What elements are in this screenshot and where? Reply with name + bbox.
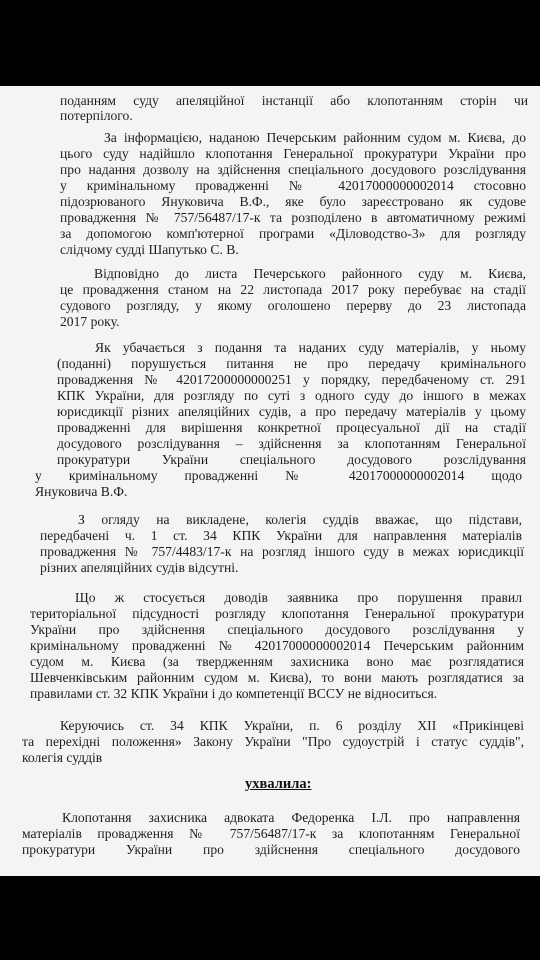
- text-line: юрисдикції різних апеляційних судів, а про передачу матеріалів у цьому: [57, 404, 526, 419]
- text-line: судом м. Києва (за твердженням захисника воно має розглядатися: [30, 654, 524, 669]
- text-line: у кримінальному провадженні № 42017000000002014 стосовно: [60, 178, 526, 193]
- text-line: про надання дозволу на здійснення спеціального досудового розслідування: [60, 162, 526, 177]
- text-line: за допомогою комп'ютерної програми «Діловодство-3» для розгляду: [60, 226, 526, 241]
- text-line: досудового розслідування – здійснення за клопотанням Генеральної: [57, 436, 526, 451]
- text-line: України про здійснення спеціального досудового розслідування у: [30, 622, 524, 637]
- text-line: провадженні для вирішення конкретної процесуальної дії на стадії: [57, 420, 526, 435]
- text-line: КПК України, для розгляду по суті з одного суду до іншого в межах: [57, 388, 526, 403]
- text-line: та перехідні положення» Закону України "Про судоустрій і статус суддів",: [22, 734, 524, 749]
- text-line: Януковича В.Ф.: [35, 484, 128, 499]
- text-line: слідчому судді Шапутько С. В.: [60, 242, 239, 257]
- text-line: 2017 року.: [60, 314, 120, 329]
- text-line: передбачені ч. 1 ст. 34 КПК України для направлення матеріалів: [40, 528, 522, 543]
- text-line: За інформацією, наданою Печерським районним судом м. Києва, до: [104, 130, 526, 145]
- text-line: поданням суду апеляційної інстанції або клопотанням сторін чи: [60, 93, 528, 108]
- resolution-heading: ухвалила:: [245, 776, 312, 792]
- text-line: колегія суддів: [22, 750, 103, 765]
- text-line: Клопотання захисника адвоката Федоренка І.Л. про направлення: [62, 810, 520, 825]
- text-line: Як убачається з подання та наданих суду матеріалів, у ньому: [95, 340, 526, 355]
- text-line: підозрюваного Януковича В.Ф., яке було зареєстровано як судове: [60, 194, 526, 209]
- text-line: Керуючись ст. 34 КПК України, п. 6 розділу XII «Прикінцеві: [60, 718, 524, 733]
- text-line: Шевченківським районним судом м. Києва), то вони мають розглядатися за: [30, 670, 524, 685]
- text-line: територіальної підсудності розгляду клопотання Генеральної прокуратури: [30, 606, 524, 621]
- text-line: З огляду на викладене, колегія суддів вважає, що підстави,: [78, 512, 522, 527]
- text-line: матеріалів провадження № 757/56487/17-к за клопотанням Генеральної: [22, 826, 520, 841]
- document-page: [0, 86, 540, 876]
- text-line: провадження № 757/4483/17-к на розгляд іншого суду в межах юрисдикції: [40, 544, 524, 559]
- text-line: у кримінальному провадженні № 42017000000002014 щодо: [35, 468, 522, 483]
- text-line: (поданні) порушується питання не про передачу кримінального: [57, 356, 526, 371]
- text-line: цього суду надійшло клопотання Генеральної прокуратури України про: [60, 146, 526, 161]
- text-line: судового розгляду, у якому оголошено перерву до 23 листопада: [60, 298, 526, 313]
- text-line: Що ж стосується доводів заявника про порушення правил: [75, 590, 522, 605]
- text-line: кримінальному провадженні № 42017000000002014 Печерським районним: [30, 638, 524, 653]
- text-line: правилами ст. 32 КПК України і до компетенції ВССУ не відноситься.: [30, 686, 438, 701]
- text-line: різних апеляційних судів відсутні.: [40, 560, 239, 575]
- text-line: потерпілого.: [60, 108, 133, 123]
- text-line: провадження № 42017200000000251 у порядку, передбаченому ст. 291: [57, 372, 526, 387]
- text-line: прокуратури України спеціального досудового розслідування: [57, 452, 526, 467]
- text-line: провадження № 757/56487/17-к та розподілено в автоматичному режимі: [60, 210, 526, 225]
- text-line: це провадження станом на 22 листопада 2017 року перебуває на стадії: [60, 282, 526, 297]
- text-line: прокуратури України про здійснення спеціального досудового: [22, 842, 520, 857]
- text-line: Відповідно до листа Печерського районного суду м. Києва,: [94, 266, 526, 281]
